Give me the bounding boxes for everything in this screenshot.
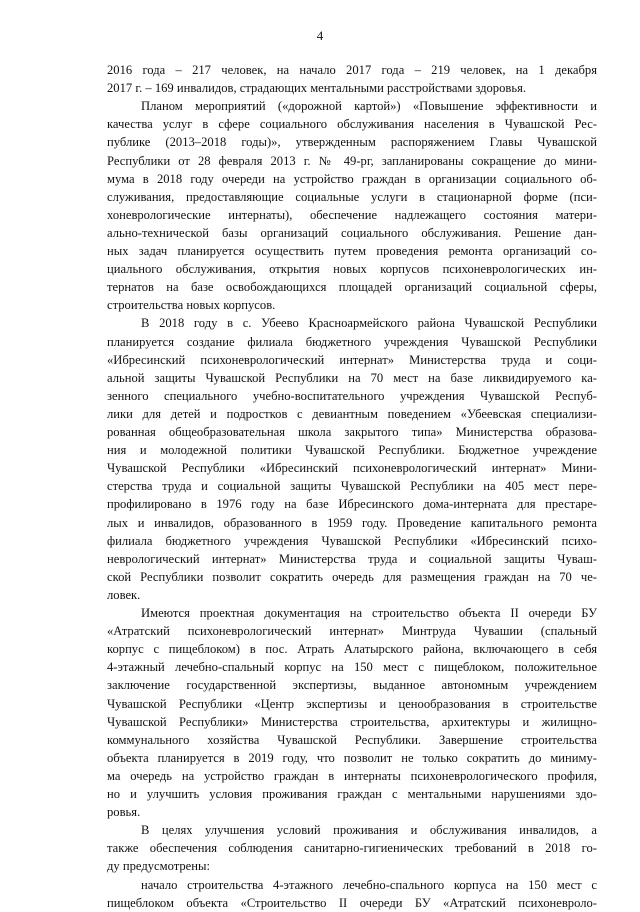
text-line: мума в 2018 году очереди на устройство граждан в организации социального об- [107,171,597,186]
text-line: В целях улучшения условий проживания и обслуживания инвалидов, а [141,823,597,838]
text-line: объекта планируется в 2019 году, что позволит не только сократить до миниму- [107,750,597,765]
text-line: ных задач планируется осуществить путем проведения ремонта организаций со- [107,244,597,258]
text-line: хоневрологические интернаты), обеспечение надлежащего состояния матери- [107,207,597,222]
text-line: 2016 года – 217 человек, на начало 2017 года – 219 человек, на 1 декабря [107,63,597,77]
text-line: неврологический интернат» Министерства труда и социальной защиты Чуваш- [107,551,597,566]
text-line: лых и инвалидов, образованного в 1959 году. Проведение капитального ремонта [107,515,597,530]
text-line: служивания, предоставляющие социальные услуги в стационарной форме (пси- [107,189,597,204]
text-line: Чувашской Республики» Министерства строительства, архитектуры и жилищно- [107,714,597,729]
page-number: 4 [316,28,324,43]
text-line: рованная общеобразовательная школа закрытого типа» Министерства образова- [107,425,597,439]
text-line: начало строительства 4-этажного лечебно-спального корпуса на 150 мест с [141,877,597,892]
text-line: коммунального хозяйства Чувашской Республики. Завершение строительства [107,732,597,747]
text-line: строительства новых корпусов. [107,298,276,313]
text-line: Республики от 28 февраля 2013 г. № 49-рг, запланированы сокращение до мини- [107,153,597,168]
text-line: ловек. [107,587,141,602]
text-line: ма очередь на устройство граждан в интернаты психоневрологического профиля, [107,768,597,783]
text-line: Имеются проектная документация на строительство объекта II очереди БУ [141,606,597,620]
text-line: тернатов на базе освобождающихся площадей организаций социальной сферы, [107,280,597,295]
text-line: Планом мероприятий («дорожной картой») «Повышение эффективности и [141,99,597,114]
text-line: также обеспечения соблюдения санитарно-гигиенических требований в 2018 го- [107,841,597,856]
text-line: В 2018 году в с. Убеево Красноармейского района Чувашской Республики [141,316,597,331]
text-line: альной защиты Чувашской Республики на 70 мест на базе ликвидируемого ка- [107,370,597,385]
text-line: ской Республики позволит сократить очередь для размещения граждан на 70 че- [107,569,597,584]
text-line: публике (2013–2018 годы)», утвержденным распоряжением Главы Чувашской [107,135,597,150]
text-line: но и улучшить условия проживания граждан с ментальными нарушениями здо- [107,787,597,801]
text-line: профилировано в 1976 году на базе Ибресинского дома-интерната для престаре- [107,497,597,512]
text-line: зенного специального учебно-воспитательного учреждения Чувашской Респуб- [107,388,597,403]
text-line: пищеблоком объекта «Строительство II очереди БУ «Атратский психоневроло- [107,895,597,910]
text-line: 2017 г. – 169 инвалидов, страдающих ментальными расстройствами здоровья. [107,81,527,96]
text-line: «Атратский психоневрологический интернат» Минтруда Чувашии (спальный [107,624,597,639]
text-line: лики для детей и подростков с девиантным поведением «Убеевская специализи- [107,406,597,421]
text-line: «Ибресинский психоневрологический интернат» Министерства труда и соци- [107,352,597,367]
text-line: стерства труда и социальной защиты Чувашской Республики на 405 мест пере- [107,479,597,494]
text-line: Чувашской Республики «Ибресинский психоневрологический интернат» Мини- [107,461,597,476]
text-line: Чувашской Республики «Центр экспертизы и ценообразования в строительстве [107,696,597,711]
text-line: корпус с пищеблоком) в пос. Атрать Алатырского района, включающего в себя [107,642,597,657]
text-line: ровья. [107,805,141,820]
text-line: планируется создание филиала бюджетного учреждения Чувашской Республики [107,334,597,349]
text-line: заключение государственной экспертизы, выданное автономным учреждением [107,678,597,693]
text-line: качества услуг в сфере социального обслуживания населения в Чувашской Рес- [107,117,597,132]
text-line: циального обслуживания, открытия новых корпусов психоневрологических ин- [107,262,597,277]
text-line: ния и молодежной политики Чувашской Республики. Бюджетное учреждение [107,443,597,458]
text-line: ально-технической базы организаций социального обслуживания. Решение дан- [107,225,597,240]
text-line: 4-этажный лечебно-спальный корпус на 150 мест с пищеблоком, положительное [107,660,597,675]
text-line: филиала бюджетного учреждения Чувашской Республики «Ибресинский психо- [107,533,597,548]
text-line: ду предусмотрены: [107,859,210,874]
